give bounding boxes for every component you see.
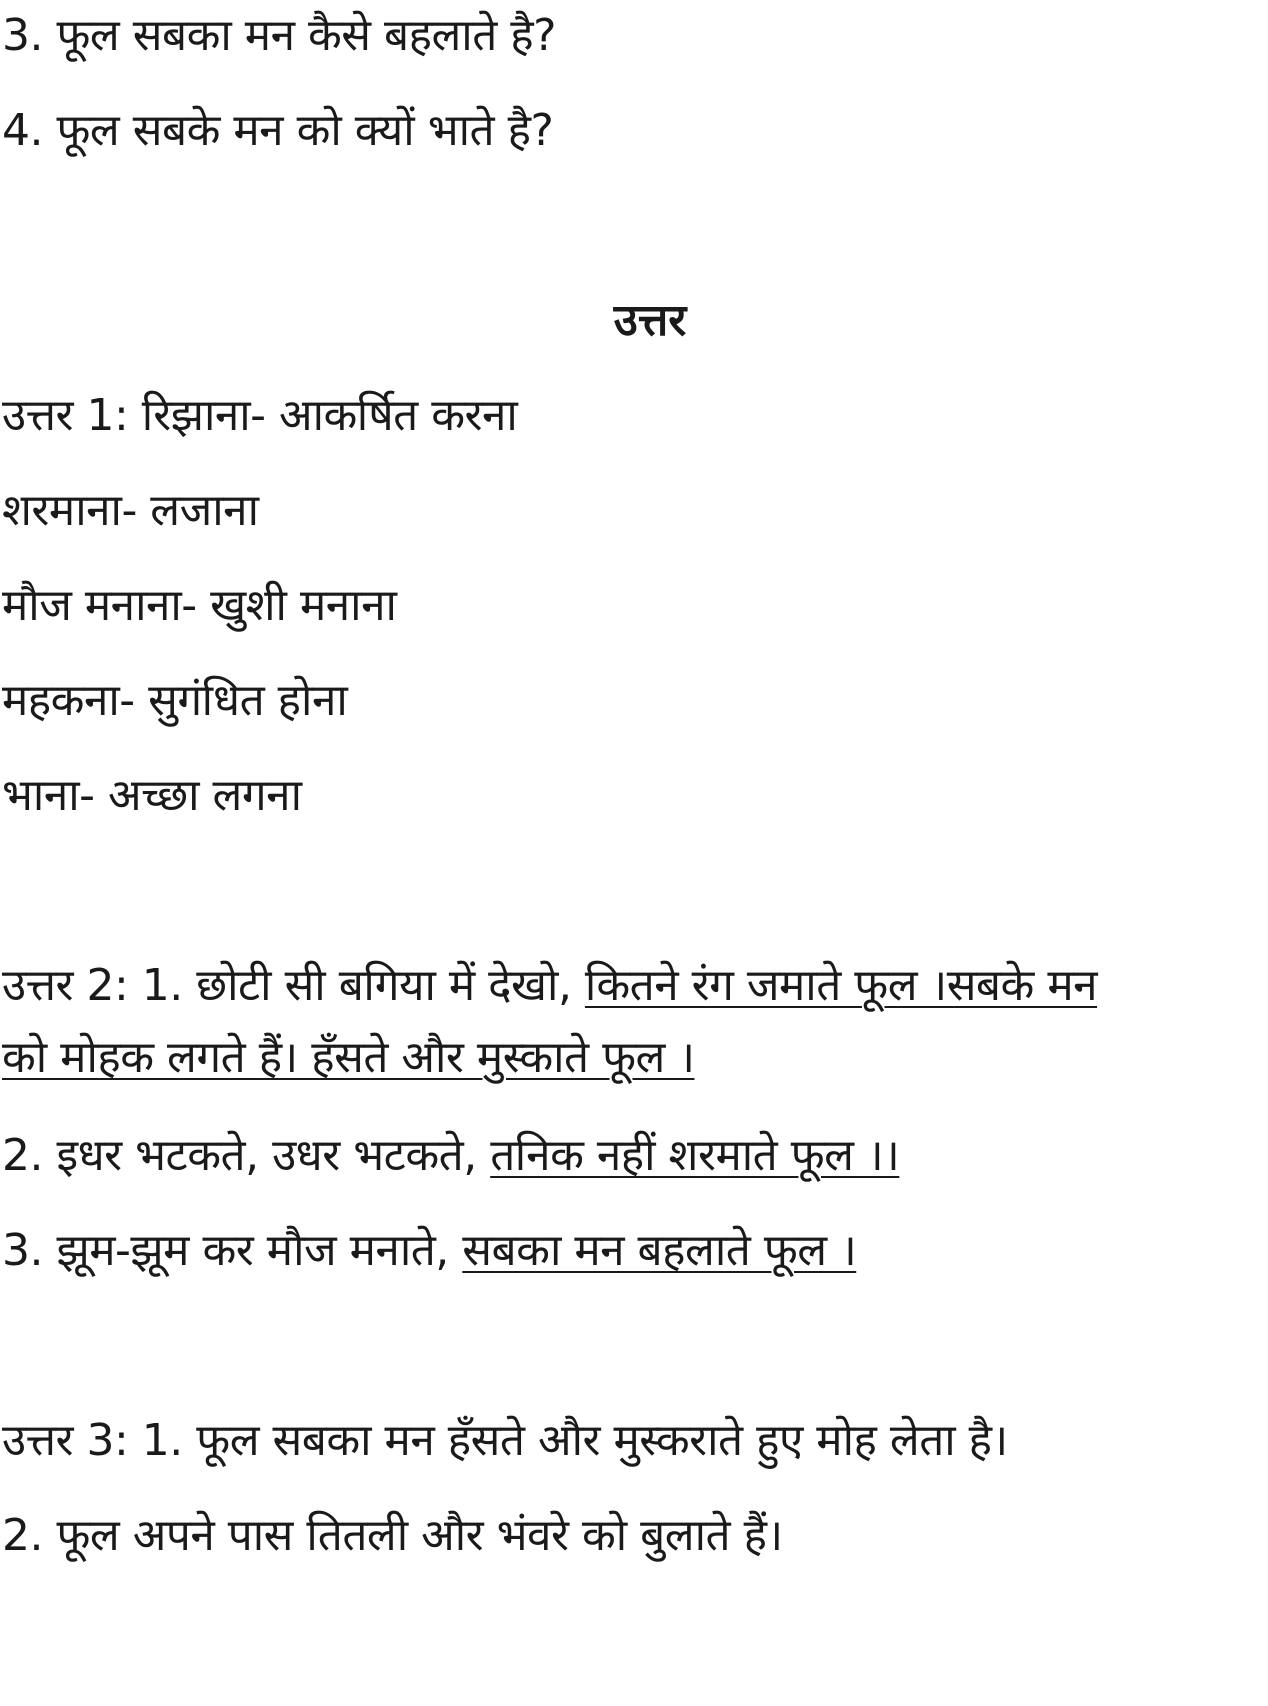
answer-2-item-1-underlined-b: को मोहक लगते हैं। हँसते और मुस्काते फूल । [2, 1032, 695, 1083]
answer-2-item-3 [2, 1223, 856, 1279]
answer-2-item-1-prefix: उत्तर 2: 1. छोटी सी बगिया में देखो, [2, 960, 585, 1011]
question-4: 4. फूल सबके मन को क्यों भाते है? [2, 105, 554, 156]
answer-3-item-1: उत्तर 3: 1. फूल सबका मन हँसते और मुस्कराते हुए मोह लेता है। [2, 1415, 1008, 1466]
answer-2-item-2 [2, 1128, 899, 1184]
answer-2-item-3-underlined: सबका मन बहलाते फूल । [462, 1225, 857, 1276]
question-3: 3. फूल सबका मन कैसे बहलाते है? [2, 10, 556, 61]
answer-2-item-3-prefix: 3. झूम-झूम कर मौज मनाते, [2, 1225, 463, 1276]
answer-2-item-2-underlined: तनिक नहीं शरमाते फूल ।। [490, 1130, 900, 1181]
answer-1-line-2: शरमाना- लजाना [2, 485, 259, 536]
answer-1-line-5: भाना- अच्छा लगना [2, 770, 302, 821]
answers-heading: उत्तर [613, 295, 687, 346]
answer-2-item-2-prefix: 2. इधर भटकते, उधर भटकते, [2, 1130, 491, 1181]
answer-2-item-1-underlined-a: कितने रंग जमाते फूल ।सबके मन [584, 960, 1098, 1011]
answer-3-item-2: 2. फूल अपने पास तितली और भंवरे को बुलाते हैं। [2, 1510, 783, 1561]
answer-2-item-1-continued [2, 1030, 695, 1086]
answer-1-line-4: महकना- सुगंधित होना [2, 675, 348, 726]
answer-1-line-1: उत्तर 1: रिझाना- आकर्षित करना [2, 390, 518, 441]
answer-1-line-3: मौज मनाना- खुशी मनाना [2, 580, 397, 631]
answer-2-item-1 [2, 958, 1097, 1014]
